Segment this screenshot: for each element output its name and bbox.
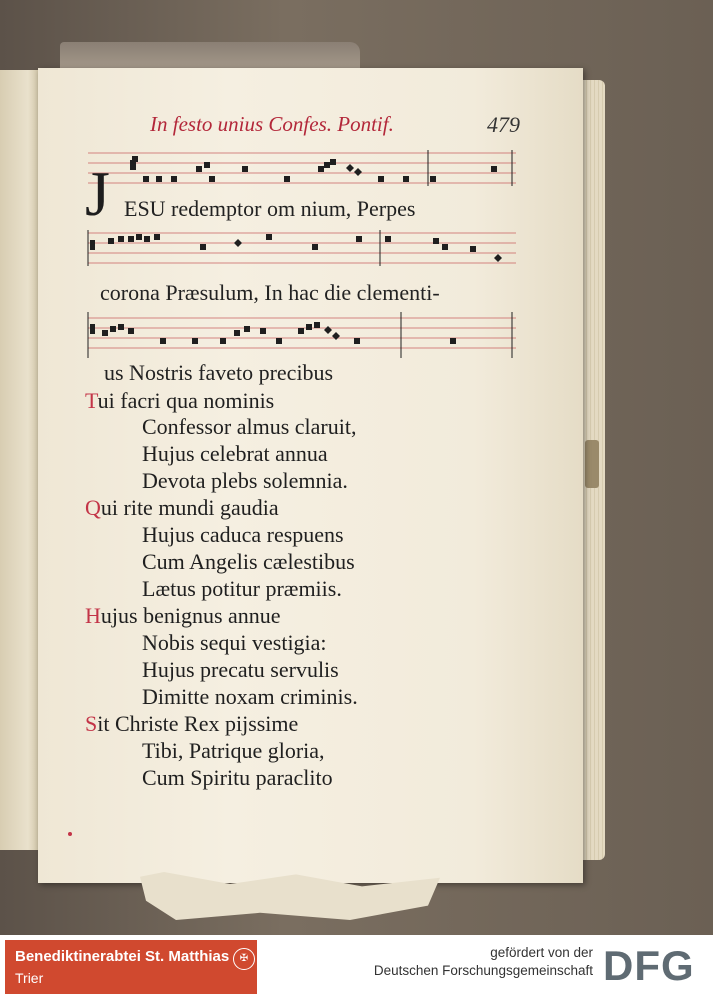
verse-line: [85, 495, 279, 521]
verse-line: Cum Angelis cælestibus: [142, 549, 355, 574]
red-initial: S: [85, 711, 98, 736]
music-staff-1: [88, 150, 516, 190]
abbey-logo-icon: ✠: [233, 948, 255, 970]
lyric-line-2: corona Præsulum, In hac die clementi-: [100, 280, 440, 305]
staff-2-notation: [88, 230, 516, 270]
verse-line: Hujus precatu servulis: [142, 657, 339, 682]
binding-tab: [585, 440, 599, 488]
staff-1-notation: [88, 150, 516, 190]
verse-text: ujus benignus annue: [100, 603, 281, 628]
verse-line: Dimitte noxam criminis.: [142, 684, 358, 709]
verse-line: [85, 388, 274, 414]
red-initial: T: [85, 388, 98, 413]
music-staff-2: [88, 230, 516, 270]
verse-line: Hujus celebrat annua: [142, 441, 328, 466]
page-number: 479: [487, 112, 520, 137]
dfg-logo[interactable]: DFG: [603, 942, 695, 989]
verse-line: Devota plebs solemnia.: [142, 468, 348, 493]
funding-line-1: gefördert von der: [490, 945, 593, 960]
drop-cap: J: [85, 158, 110, 229]
verse-text: it Christe Rex pijssime: [97, 711, 299, 736]
red-ink-mark: [68, 832, 72, 836]
verse-text: ui facri qua nominis: [97, 388, 275, 413]
verse-line: Tibi, Patrique gloria,: [142, 738, 325, 763]
red-initial: Q: [85, 495, 101, 520]
lyric-line-1: ESU redemptor om nium, Perpes: [124, 196, 416, 221]
red-initial: H: [85, 603, 101, 628]
verse-line: Cum Spiritu paraclito: [142, 765, 333, 790]
institution-name: Benediktinerabtei St. Matthias: [15, 948, 230, 965]
page-header: [150, 112, 520, 144]
verse-line: Nobis sequi vestigia:: [142, 630, 327, 655]
verse-line: [85, 711, 298, 737]
staff-3-notation: [88, 312, 516, 360]
previous-page-edge: [0, 70, 41, 850]
funding-text: [374, 944, 593, 980]
lyric-line-3: us Nostris faveto precibus: [104, 360, 334, 385]
verse-line: Confessor almus claruit,: [142, 414, 357, 439]
verse-line: [85, 603, 281, 629]
music-staff-3: [88, 312, 516, 352]
institution-box[interactable]: [5, 940, 257, 994]
verse-line: Lætus potitur præmiis.: [142, 576, 342, 601]
institution-city: Trier: [15, 970, 44, 986]
funding-line-2: Deutschen Forschungsgemeinschaft: [373, 963, 593, 978]
rubric-title: In festo unius Confes. Pontif.: [150, 112, 394, 136]
verse-text: ui rite mundi gaudia: [100, 495, 279, 520]
verse-line: Hujus caduca respuens: [142, 522, 344, 547]
